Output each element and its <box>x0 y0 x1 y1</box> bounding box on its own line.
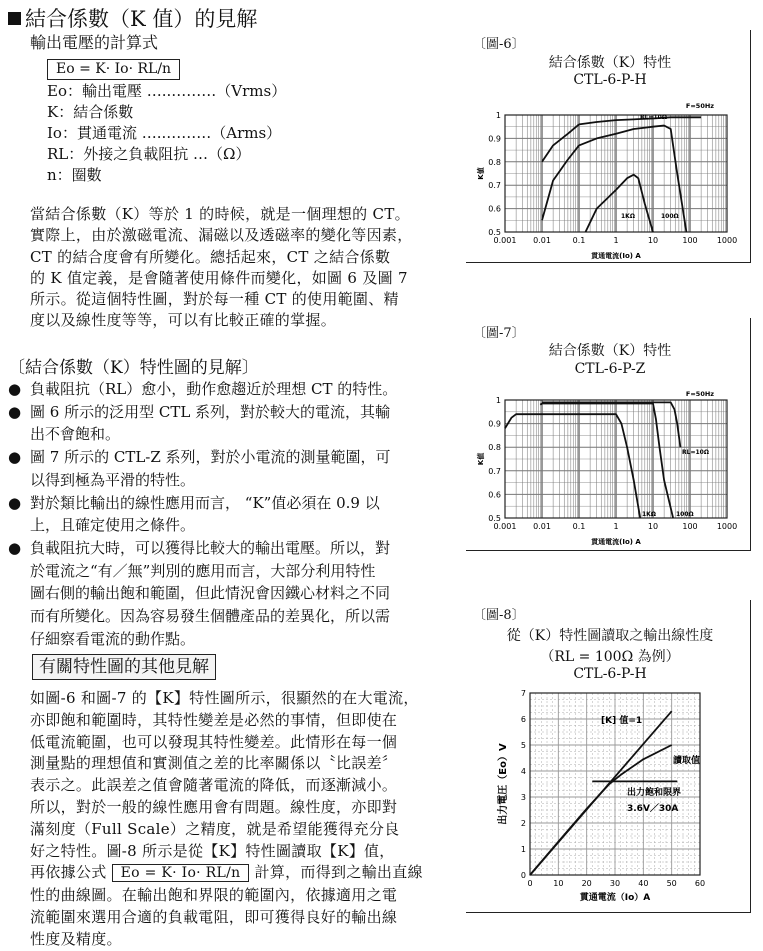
annotation: 3.6V／30A <box>627 804 679 814</box>
bullet-text: 以得到極為平滑的特性。 <box>30 470 196 489</box>
x-tick-label: 0.1 <box>572 522 586 531</box>
y-tick-label: 0.5 <box>488 514 501 523</box>
bullet-dot-icon: ● <box>8 538 22 557</box>
bullet-text: 負載阻抗大時，可以獲得比較大的輸出電壓。所以，對 <box>30 538 391 557</box>
y-tick-label: 3 <box>520 793 526 802</box>
series-line-2 <box>505 414 640 518</box>
bullet-text: 出不會飽和。 <box>30 425 121 444</box>
series-label: RL=10Ω <box>682 449 709 456</box>
definition-io: Io：貫通電流 …..………（Arms） <box>47 124 282 142</box>
series-line-0 <box>542 402 680 447</box>
bullet-text: 而有所變化。因為容易發生個體產品的差異化，所以需 <box>30 607 391 626</box>
formula-prefix: 再依據公式 <box>30 863 112 882</box>
y-tick-label: 0.8 <box>488 157 501 167</box>
figure-7-title: 結合係數（K）特性 <box>548 343 672 359</box>
x-tick-label: 0 <box>527 879 533 888</box>
y-tick-label: 2 <box>520 819 526 828</box>
x-tick-label: 60 <box>694 879 706 888</box>
definition-rl: RL：外接之負載阻抗 …（Ω） <box>47 145 251 163</box>
formula-box: Eo = K· Io· RL/n <box>47 59 180 80</box>
section-title-text: 結合係數（K 值）的見解 <box>25 7 258 31</box>
series-label: 1KΩ <box>642 511 656 518</box>
y-tick-label: 0.7 <box>488 181 501 191</box>
paragraph-line: 性的曲線圖。在輸出飽和界限的範圍內，依據適用之電 <box>30 886 398 905</box>
series-label: 100Ω <box>676 511 694 518</box>
figure-6-model: CTL-6-P-H <box>573 72 647 88</box>
y-tick-label: 0.6 <box>488 490 501 500</box>
inline-formula-box: Eo = K· Io· RL/n <box>112 864 250 882</box>
y-tick-label: 0.7 <box>488 466 501 476</box>
y-tick-label: 4 <box>520 767 526 776</box>
paragraph-line: 表示之。此誤差之值會隨著電流的降低，而逐漸減小。 <box>30 776 398 795</box>
paragraph-line: 度以及線性度等等，可以有比較正確的掌握。 <box>30 311 337 330</box>
x-tick-label: 0.1 <box>572 236 586 245</box>
x-tick-label: 1000 <box>716 236 738 245</box>
bullet-text: 仔細察看電流的動作點。 <box>30 629 196 648</box>
figure-7-label: 〔圖-7〕 <box>473 326 525 341</box>
y-tick-label: 1 <box>495 396 501 405</box>
y-tick-label: 0.9 <box>488 419 501 429</box>
definition-eo: Eo：輸出電壓 …..………（Vrms） <box>47 82 287 100</box>
figure-6-title: 結合係數（K）特性 <box>548 55 672 71</box>
y-axis-label: K値 <box>477 167 485 180</box>
series-label: RL=10Ω <box>640 114 667 121</box>
paragraph-line: 低電流範圍，也可以發現其特性變差。此情形在每一個 <box>30 732 398 751</box>
bullet-text: 上，且確定使用之條件。 <box>30 516 196 535</box>
y-tick-label: 0.9 <box>488 134 501 144</box>
x-tick-label: 0.001 <box>493 236 517 245</box>
figure-8-subtitle: （RL = 100Ω 為例） <box>540 649 680 665</box>
figure-8-label: 〔圖-8〕 <box>473 608 525 623</box>
paragraph-line: 滿刻度（Full Scale）之精度，就是希望能獲得充分良 <box>30 819 400 838</box>
y-tick-label: 1 <box>520 845 526 854</box>
x-tick-label: 0.01 <box>533 236 551 245</box>
y-tick-label: 0.6 <box>488 204 501 214</box>
bullet-dot-icon: ● <box>8 493 22 512</box>
x-tick-label: 50 <box>666 879 677 888</box>
x-tick-label: 0.001 <box>493 522 517 531</box>
bullet-text: 圖 6 所示的泛用型 CTL 系列，對於較大的電流，其輸 <box>30 402 391 421</box>
bullet-dot-icon: ● <box>8 380 22 398</box>
bullet-dot-icon: ● <box>8 448 22 467</box>
x-axis-label: 貫通電流（Io）A <box>579 893 651 903</box>
series-label: 讀取值 <box>673 756 701 766</box>
x-tick-label: 1 <box>613 236 619 245</box>
y-tick-label: 5 <box>520 741 526 750</box>
other-insights-heading: 有關特性圖的其他見解 <box>32 654 216 680</box>
y-tick-label: 0.5 <box>488 228 501 237</box>
paragraph-line: 測量點的理想值和實測值之差的比率關係以〝比誤差〞 <box>30 754 398 773</box>
x-tick-label: 1 <box>613 522 619 531</box>
paragraph-line: CT 的結合度會有所變化。總括起來，CT 之結合係數 <box>30 247 391 266</box>
k-chart-heading: 〔結合係數（K）特性圖的見解〕 <box>8 358 259 378</box>
x-tick-label: 10 <box>553 879 564 888</box>
series-line-2 <box>586 175 654 232</box>
figure-8-model: CTL-6-P-H <box>573 666 647 682</box>
paragraph-line: 流範圍來選用合適的負載電阻，即可獲得良好的輸出線 <box>30 907 398 926</box>
series-line-0 <box>542 117 701 162</box>
series-label: 100Ω <box>661 213 679 220</box>
definition-n: n：圈數 <box>47 166 102 184</box>
x-tick-label: 40 <box>638 879 649 888</box>
figure-7-model: CTL-6-P-Z <box>574 361 646 377</box>
formula-subtitle: 輸出電壓的計算式 <box>30 33 159 52</box>
annotation: 出力飽和限界 <box>627 788 682 798</box>
bullet-text: 對於類比輸出的線性應用而言， “K”值必須在 0.9 以 <box>30 493 380 512</box>
x-tick-label: 100 <box>682 236 698 245</box>
y-tick-label: 7 <box>520 689 526 698</box>
x-tick-label: 100 <box>682 522 698 531</box>
annotation: F=50Hz <box>685 390 715 398</box>
paragraph-line: 好之特性。圖-8 所示是從【K】特性圖讀取【K】值， <box>30 841 395 860</box>
paragraph-line: 性度及精度。 <box>30 929 122 948</box>
paragraph-line: 所示。從這個特性圖，對於每一種 CT 的使用範圍、精 <box>30 290 399 309</box>
paragraph-line: 當結合係數（K）等於 1 的時候，就是一個理想的 CT。 <box>30 205 410 223</box>
paragraph-line: 的 K 值定義，是會隨著使用條件而變化，如圖 6 及圖 7 <box>30 268 408 287</box>
series-label: 1KΩ <box>621 213 635 220</box>
bullet-text: 負載阻抗（RL）愈小，動作愈趨近於理想 CT 的特性。 <box>30 380 398 398</box>
x-tick-label: 30 <box>609 879 621 888</box>
y-tick-label: 1 <box>495 111 501 120</box>
x-tick-label: 20 <box>581 879 592 888</box>
y-axis-label: K値 <box>477 452 485 466</box>
annotation: F=50Hz <box>685 102 715 110</box>
bullet-dot-icon: ● <box>8 402 22 421</box>
x-tick-label: 0.01 <box>533 522 551 531</box>
paragraph-line: 實際上，由於激磁電流、漏磁以及透磁率的變化等因素， <box>30 226 413 245</box>
figure-6-label: 〔圖-6〕 <box>473 37 525 52</box>
formula-suffix: 計算，而得到之輸出直線 <box>249 863 423 882</box>
x-tick-label: 1000 <box>716 522 738 531</box>
bullet-text: 圖 7 所示的 CTL-Z 系列，對於小電流的測量範圍，可 <box>30 448 391 467</box>
bullet-text: 於電流之“有／無”判別的應用而言，大部分利用特性 <box>30 561 376 580</box>
figure-8-title: 從（K）特性圖讀取之輸出線性度 <box>506 628 714 644</box>
bullet-text: 圖右側的輸出飽和範圍，但此情況會因鐵心材料之不同 <box>30 584 391 603</box>
definition-k: K：結合係數 <box>47 103 134 121</box>
x-axis-label: 貫通電流(Io) A <box>591 252 641 260</box>
series-label: [K] 值=1 <box>601 716 643 726</box>
x-tick-label: 10 <box>647 522 659 531</box>
x-axis-label: 貫通電流(Io) A <box>591 538 641 546</box>
y-tick-label: 6 <box>520 715 526 724</box>
paragraph-line: 亦即飽和範圍時，其特性變差是必然的事情，但即使在 <box>30 710 398 729</box>
y-tick-label: 0 <box>520 871 526 880</box>
x-tick-label: 10 <box>647 236 659 245</box>
y-axis-label: 出力電圧（Eo）V <box>498 743 509 825</box>
y-tick-label: 0.8 <box>488 443 501 453</box>
paragraph-line: 如圖-6 和圖-7 的【K】特性圖所示，很顯然的在大電流， <box>30 689 419 707</box>
paragraph-line: 所以，對於一般的線性應用會有問題。線性度，亦即對 <box>30 797 398 816</box>
